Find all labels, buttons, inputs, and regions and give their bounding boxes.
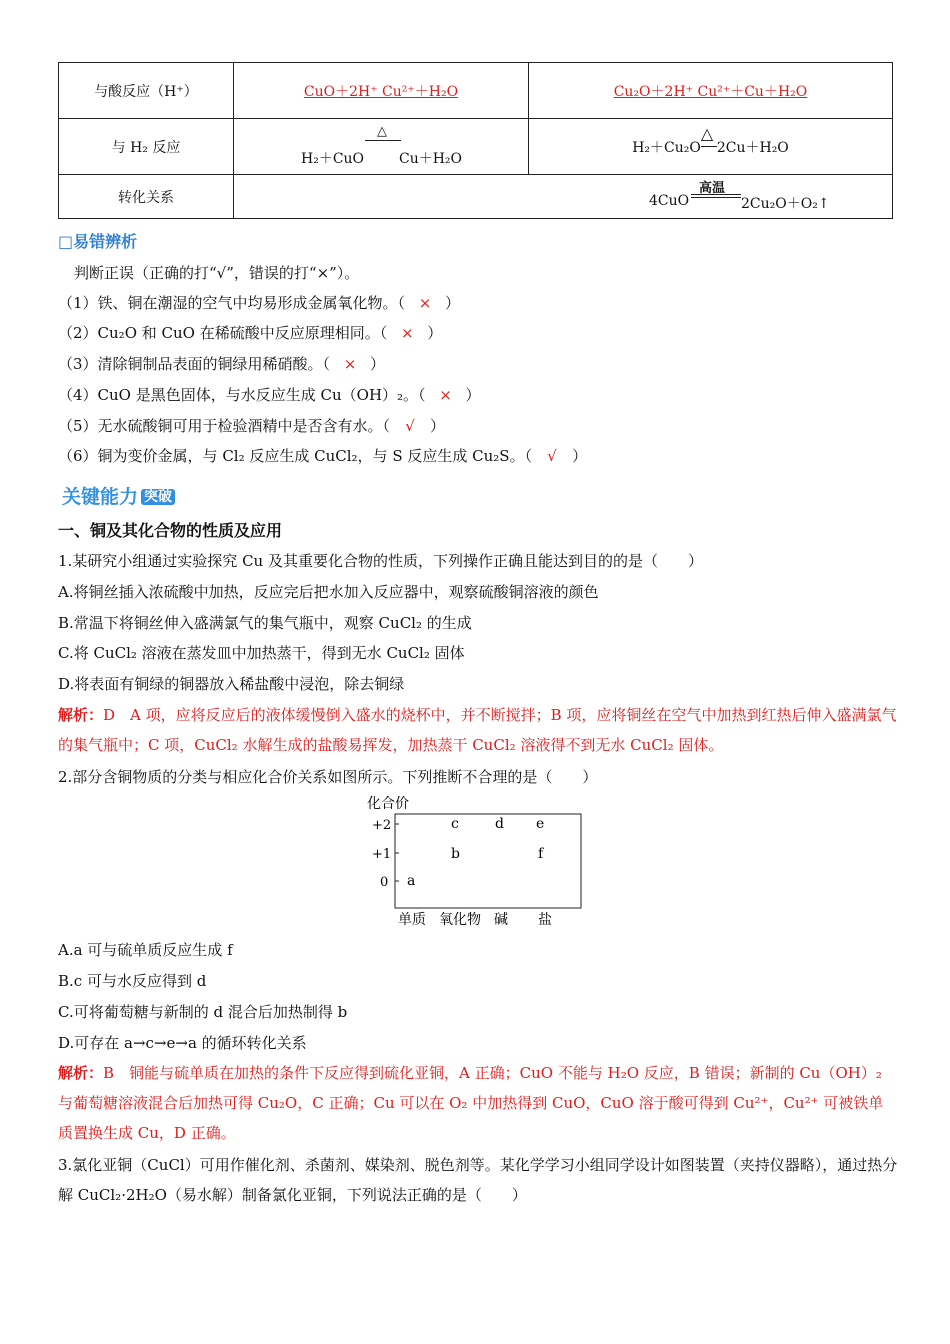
q1-option-d: D.将表面有铜绿的铜器放入稀盐酸中浸泡，除去铜绿 (58, 675, 405, 693)
section-title: 一、铜及其化合物的性质及应用 (58, 521, 283, 540)
point-a: a (407, 873, 416, 889)
errors-title: □易错辨析 (58, 232, 138, 251)
error-item: （1）铁、铜在潮湿的空气中均易形成金属氧化物。（ × ） (58, 294, 461, 312)
cu2o-h2-equation: H₂＋Cu₂O △ 2Cu＋H₂O (529, 119, 893, 175)
chart-frame (395, 814, 581, 908)
heat-condition: △ (377, 123, 387, 139)
q1-stem: 1.某研究小组通过实验探究 Cu 及其重要化合物的性质，下列操作正确且能达到目的的是（ ） (58, 552, 703, 570)
q2-option-d: D.可存在 a→c→e→a 的循环转化关系 (58, 1034, 307, 1052)
errors-intro: 判断正误（正确的打“√”，错误的打“×”）。 (74, 264, 360, 282)
error-item: （4）CuO 是黑色固体，与水反应生成 Cu（OH）₂。（ × ） (58, 386, 481, 404)
ytick: +2 (372, 818, 392, 833)
q2-stem: 2.部分含铜物质的分类与相应化合价关系如图所示。下列推断不合理的是（ ） (58, 768, 598, 786)
high-temp-condition: 高温 (699, 180, 726, 196)
q1-option-b: B.常温下将铜丝伸入盛满氯气的集气瓶中，观察 CuCl₂ 的生成 (58, 614, 472, 632)
cuo-h2-equation: △ H₂＋CuO Cu＋H₂O (234, 119, 529, 175)
transform-equation: 4CuO 高温 2Cu₂O＋O₂↑ (234, 175, 893, 219)
acid-label: 与酸反应（H⁺） (59, 63, 234, 119)
q1-option-a: A.将铜丝插入浓硫酸中加热，反应完后把水加入反应器中，观察硫酸铜溶液的颜色 (58, 583, 599, 601)
error-item: （5）无水硫酸铜可用于检验酒精中是否含有水。（ √ ） (58, 417, 446, 435)
valence-chart (355, 792, 595, 932)
point-e: e (536, 816, 545, 832)
point-f: f (538, 846, 544, 862)
q2-option-a: A.a 可与硫单质反应生成 f (58, 941, 233, 959)
ytick: 0 (380, 875, 389, 890)
key-ability-badge: 突破 (141, 489, 175, 505)
q1-analysis: 解析：D A 项，应将反应后的液体缓慢倒入盛水的烧杯中，并不断搅拌；B 项，应将铜丝在空气中加热到红热后伸入盛满氯气的集气瓶中；C 项，CuCl₂ 水解生成的盐酸易挥发，加热蒸干 CuCl₂ 溶液得不到无水 CuCl₂ 固体。 (58, 706, 897, 754)
h2-label: 与 H₂ 反应 (59, 119, 234, 175)
error-item: （6）铜为变价金属，与 Cl₂ 反应生成 CuCl₂，与 S 反应生成 Cu₂S。（ √ ） (58, 447, 588, 465)
transform-label: 转化关系 (59, 175, 234, 219)
cu2o-acid-equation: Cu₂O＋2H⁺ Cu²⁺＋Cu＋H₂O (613, 83, 808, 100)
key-ability-title: 关键能力 突破 (62, 482, 175, 509)
heat-condition-2: △ (700, 123, 714, 143)
xtick: 氧化物 (439, 912, 481, 928)
reaction-table (58, 62, 893, 219)
xtick: 盐 (538, 912, 552, 928)
point-d: d (495, 816, 504, 832)
q2-option-b: B.c 可与水反应得到 d (58, 972, 207, 990)
error-item: （3）清除铜制品表面的铜绿用稀硝酸。（ × ） (58, 355, 386, 373)
error-item: （2）Cu₂O 和 CuO 在稀硫酸中反应原理相同。（ × ） (58, 324, 443, 342)
q2-analysis: 解析：B 铜能与硫单质在加热的条件下反应得到硫化亚铜，A 正确；CuO 不能与 H₂O 反应，B 错误；新制的 Cu（OH）₂ 与葡萄糖溶液混合后加热可得 Cu₂O，C 正确；Cu 可以在 O₂ 中加热得到 CuO，CuO 溶于酸可得到 Cu²⁺，Cu²⁺ 可被铁单质置换生成 Cu，D 正确。 (58, 1064, 884, 1142)
xtick: 单质 (398, 912, 426, 928)
q3-stem: 3.氯化亚铜（CuCl）可用作催化剂、杀菌剂、媒染剂、脱色剂等。某化学学习小组同学设计如图装置（夹持仪器略），通过热分解 CuCl₂·2H₂O（易水解）制备氯化亚铜，下列说法正确的是（ ） (58, 1156, 898, 1204)
q2-option-c: C.可将葡萄糖与新制的 d 混合后加热制得 b (58, 1003, 348, 1021)
cuo-acid-equation: CuO＋2H⁺ Cu²⁺＋H₂O (303, 83, 459, 100)
q1-option-c: C.将 CuCl₂ 溶液在蒸发皿中加热蒸干，得到无水 CuCl₂ 固体 (58, 644, 465, 662)
point-b: b (451, 846, 460, 862)
point-c: c (451, 816, 459, 832)
xtick: 碱 (494, 912, 508, 928)
ytick: +1 (372, 847, 392, 862)
chart-ylabel: 化合价 (367, 796, 409, 812)
